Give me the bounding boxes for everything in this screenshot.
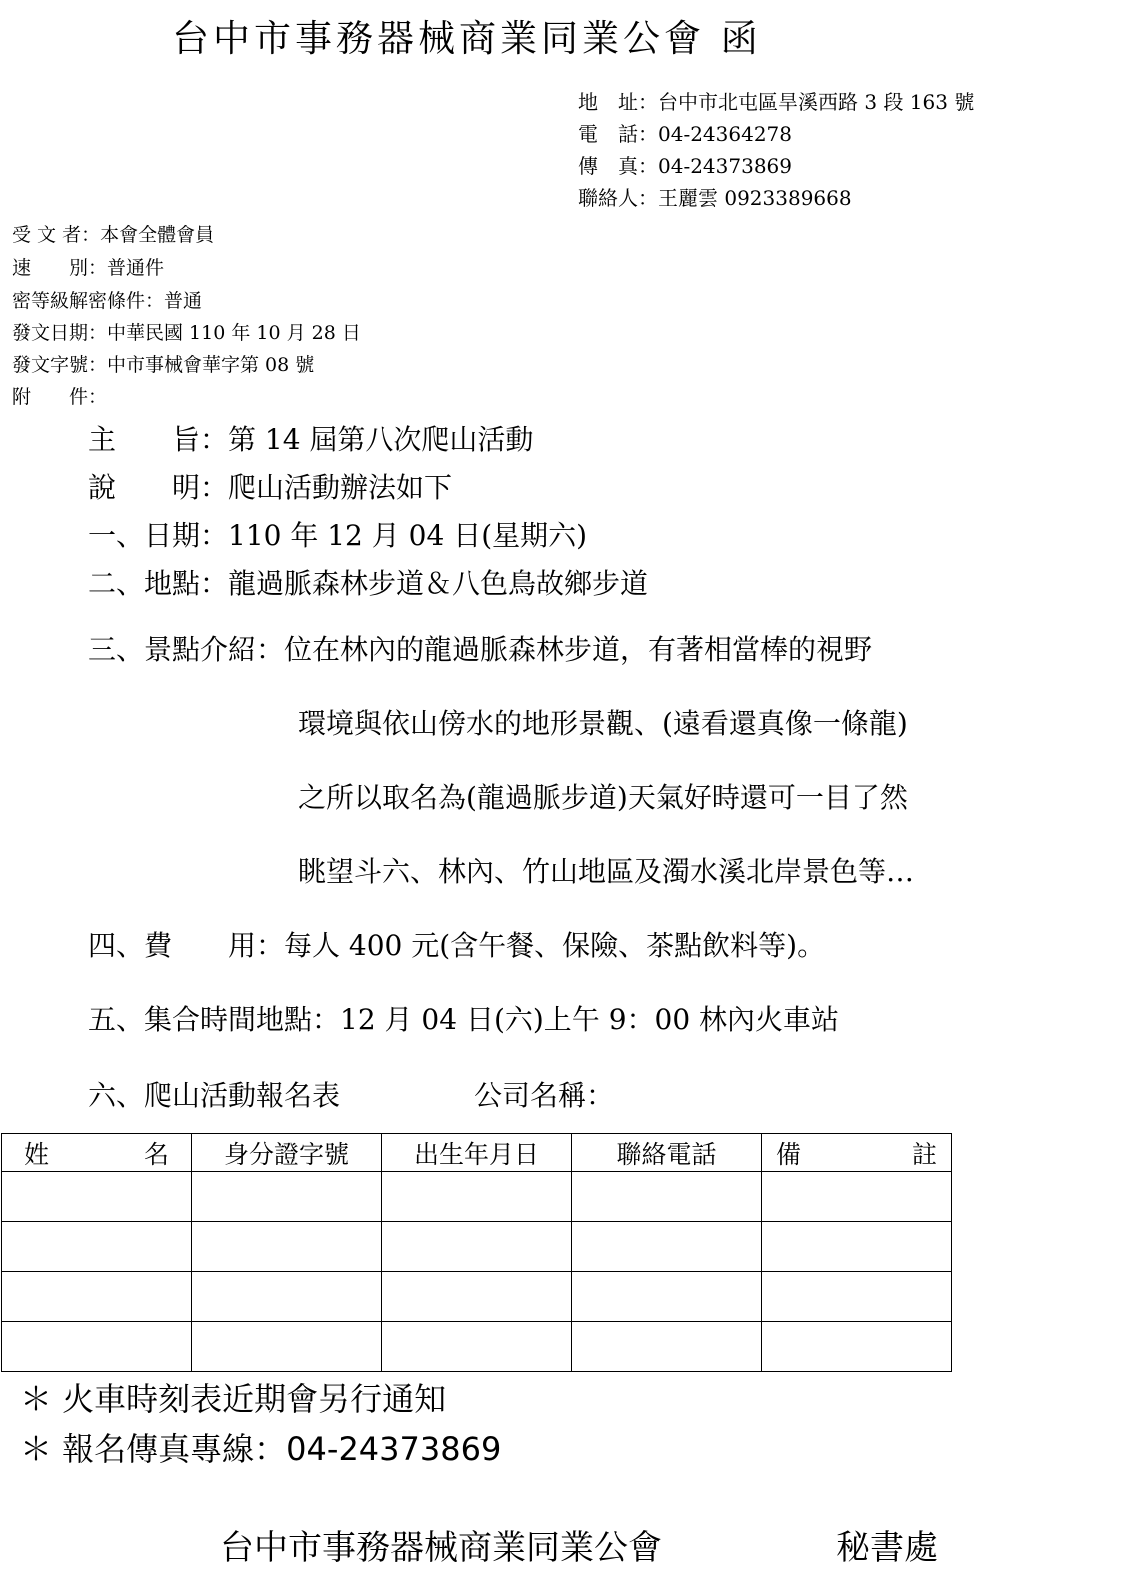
meta-recipient: 受 文 者：本會全體會員 <box>12 224 215 246</box>
cell-remarks[interactable] <box>762 1222 952 1272</box>
meta-speed: 速 別：普通件 <box>12 257 165 279</box>
note-train-schedule: ＊ 火車時刻表近期會另行通知 <box>20 1380 447 1418</box>
cell-birth-date[interactable] <box>382 1272 572 1322</box>
cell-phone[interactable] <box>572 1272 762 1322</box>
cell-id-number[interactable] <box>192 1222 382 1272</box>
cell-name[interactable] <box>2 1172 192 1222</box>
header-phone: 聯絡電話 <box>572 1134 762 1172</box>
table-row <box>2 1222 952 1272</box>
table-row <box>2 1272 952 1322</box>
cell-id-number[interactable] <box>192 1272 382 1322</box>
cell-id-number[interactable] <box>192 1172 382 1222</box>
contact-phone: 電 話：04-24364278 <box>578 122 793 146</box>
cell-phone[interactable] <box>572 1172 762 1222</box>
item-scenery-line-4: 眺望斗六、林內、竹山地區及濁水溪北岸景色等… <box>298 855 915 888</box>
note-fax-line: ＊ 報名傳真專線：04-24373869 <box>20 1430 502 1468</box>
item-registration-label: 六、爬山活動報名表 <box>88 1079 341 1112</box>
contact-person: 聯絡人：王麗雲 0923389668 <box>578 186 852 210</box>
cell-id-number[interactable] <box>192 1322 382 1372</box>
item-location: 二、地點：龍過脈森林步道＆八色鳥故鄉步道 <box>88 567 649 600</box>
table-header-row <box>2 1134 952 1172</box>
header-remarks <box>762 1134 952 1172</box>
header-name-part-1: 姓 <box>24 1139 50 1169</box>
item-scenery-line-1: 三、景點介紹：位在林內的龍過脈森林步道，有著相當棒的視野 <box>88 633 873 666</box>
registration-table <box>1 1133 952 1372</box>
item-meeting-point: 五、集合時間地點：12 月 04 日(六)上午 9：00 林內火車站 <box>88 1003 840 1036</box>
cell-birth-date[interactable] <box>382 1222 572 1272</box>
description-line: 說 明：爬山活動辦法如下 <box>88 471 453 504</box>
cell-phone[interactable] <box>572 1222 762 1272</box>
letter-title: 台中市事務器械商業同業公會 函 <box>172 17 762 60</box>
cell-birth-date[interactable] <box>382 1172 572 1222</box>
cell-birth-date[interactable] <box>382 1322 572 1372</box>
cell-remarks[interactable] <box>762 1172 952 1222</box>
table-row <box>2 1172 952 1222</box>
header-remarks-part-2: 註 <box>911 1139 937 1169</box>
contact-fax: 傳 真：04-24373869 <box>578 154 793 178</box>
cell-name[interactable] <box>2 1322 192 1372</box>
item-scenery-line-2: 環境與依山傍水的地形景觀、(遠看還真像一條龍) <box>298 707 908 740</box>
item-fee: 四、費 用：每人 400 元(含午餐、保險、茶點飲料等)。 <box>88 929 826 962</box>
header-birth-date: 出生年月日 <box>382 1134 572 1172</box>
table-row <box>2 1322 952 1372</box>
meta-attachment: 附 件： <box>12 386 108 408</box>
cell-name[interactable] <box>2 1222 192 1272</box>
subject-line: 主 旨：第 14 屆第八次爬山活動 <box>88 423 534 456</box>
cell-phone[interactable] <box>572 1322 762 1372</box>
footer-organization: 台中市事務器械商業同業公會 <box>220 1528 662 1568</box>
cell-remarks[interactable] <box>762 1322 952 1372</box>
footer-department: 秘書處 <box>836 1528 938 1568</box>
header-name <box>2 1134 192 1172</box>
meta-classification: 密等級解密條件：普通 <box>12 290 203 312</box>
header-name-part-2: 名 <box>143 1139 169 1169</box>
contact-address: 地 址：台中市北屯區旱溪西路 3 段 163 號 <box>578 90 975 114</box>
meta-reference-number: 發文字號：中市事械會華字第 08 號 <box>12 354 315 376</box>
item-date: 一、日期：110 年 12 月 04 日(星期六) <box>88 519 588 552</box>
item-scenery-line-3: 之所以取名為(龍過脈步道)天氣好時還可一目了然 <box>298 781 908 814</box>
header-remarks-part-1: 備 <box>776 1139 802 1169</box>
cell-name[interactable] <box>2 1272 192 1322</box>
company-name-label: 公司名稱： <box>474 1079 615 1112</box>
cell-remarks[interactable] <box>762 1272 952 1322</box>
meta-date: 發文日期：中華民國 110 年 10 月 28 日 <box>12 322 361 344</box>
header-id-number: 身分證字號 <box>192 1134 382 1172</box>
